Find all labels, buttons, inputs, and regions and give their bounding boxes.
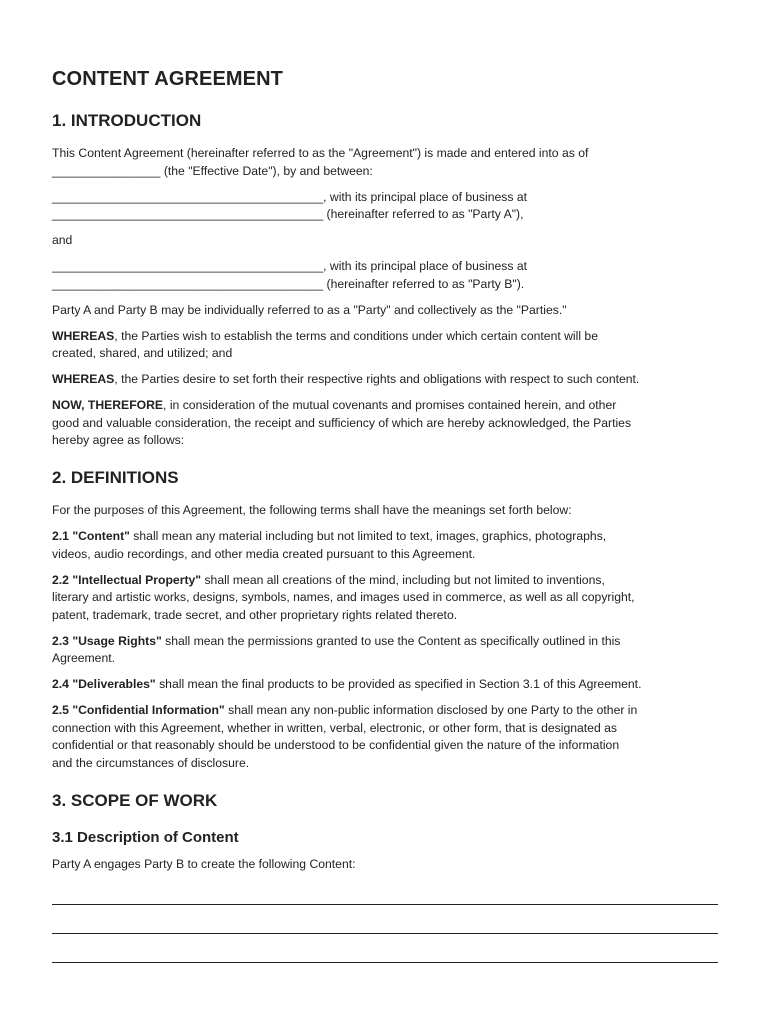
definition-text: connection with this Agreement, whether in written, verbal, electronic, or other form, that is designated as	[52, 720, 617, 735]
now-text-a: , in consideration of the mutual covenants and promises contained herein, and other	[163, 398, 617, 412]
party-b-line-1: ________________________________________, with its principal place of business at	[52, 259, 528, 273]
scope-lead: Party A engages Party B to create the following Content:	[52, 856, 356, 871]
whereas-lead: WHEREAS	[52, 328, 115, 343]
definition-content	[52, 528, 718, 563]
whereas-lead: WHEREAS	[52, 372, 115, 386]
party-a-block	[52, 189, 718, 224]
definition-confidential-information	[52, 702, 718, 772]
whereas-paragraph-2	[52, 371, 718, 389]
definition-usage-rights	[52, 633, 718, 668]
definition-text: shall mean all creations of the mind, including but not limited to inventions,	[201, 572, 605, 587]
definition-term: 2.4 "Deliverables"	[52, 677, 156, 691]
definition-deliverables	[52, 676, 718, 694]
intro-line-1: This Content Agreement (hereinafter referred to as the "Agreement") is made and entered into as of	[52, 146, 589, 160]
now-text-c: hereby agree as follows:	[52, 433, 185, 447]
definition-text: shall mean the final products to be provided as specified in Section 3.1 of this Agreement.	[155, 677, 642, 691]
intro-paragraph	[52, 145, 718, 180]
and-text: and	[52, 233, 73, 247]
definition-text: Agreement.	[52, 651, 116, 665]
definition-intellectual-property	[52, 572, 718, 625]
fill-in-line	[52, 911, 718, 934]
now-text-b: good and valuable consideration, the receipt and sufficiency of which are hereby acknowledged, the Parties	[52, 415, 632, 430]
definition-term: 2.2 "Intellectual Property"	[52, 572, 202, 587]
definitions-lead: For the purposes of this Agreement, the following terms shall have the meanings set forth below:	[52, 503, 572, 517]
fill-in-line	[52, 940, 718, 963]
party-a-line-2: ________________________________________ (hereinafter referred to as "Party A"),	[52, 207, 524, 221]
fill-in-line	[52, 882, 718, 905]
definition-text: videos, audio recordings, and other media created pursuant to this Agreement.	[52, 546, 476, 561]
party-a-line-1: ________________________________________, with its principal place of business at	[52, 189, 528, 204]
definition-text: shall mean any non-public information disclosed by one Party to the other in	[224, 703, 638, 717]
section-heading-scope-of-work: 3. SCOPE OF WORK	[52, 790, 218, 810]
definition-text: literary and artistic works, designs, symbols, names, and images used in commerce, as well as all copyright,	[52, 590, 635, 604]
definition-text: and the circumstances of disclosure.	[52, 755, 250, 770]
definition-term: 2.5 "Confidential Information"	[52, 703, 225, 717]
definition-term: 2.3 "Usage Rights"	[52, 633, 162, 648]
definition-text: confidential or that reasonably should be understood to be confidential given the nature of the information	[52, 738, 620, 752]
parties-paragraph: Party A and Party B may be individually referred to as a "Party" and collectively as the "Parties."	[52, 302, 567, 317]
now-therefore-paragraph	[52, 397, 718, 450]
definition-text: patent, trademark, trade secret, and other proprietary rights related thereto.	[52, 607, 458, 622]
whereas-1-text-a: , the Parties wish to establish the terms and conditions under which certain content will be	[114, 328, 598, 343]
now-therefore-lead: NOW, THEREFORE	[52, 398, 164, 412]
whereas-1-text-b: created, shared, and utilized; and	[52, 346, 233, 360]
definition-text: shall mean the permissions granted to use the Content as specifically outlined in this	[161, 633, 621, 648]
definition-term: 2.1 "Content"	[52, 529, 130, 543]
section-heading-definitions: 2. DEFINITIONS	[52, 468, 179, 487]
section-heading-introduction: 1. INTRODUCTION	[52, 111, 202, 130]
subsection-heading-description: 3.1 Description of Content	[52, 828, 239, 846]
intro-line-2: ________________ (the "Effective Date"), by and between:	[52, 163, 373, 178]
party-b-block	[52, 258, 718, 293]
whereas-paragraph-1	[52, 328, 718, 363]
party-b-line-2: ________________________________________ (hereinafter referred to as "Party B").	[52, 276, 525, 291]
definition-text: shall mean any material including but not limited to text, images, graphics, photographs,	[129, 529, 607, 543]
page-title: CONTENT AGREEMENT	[52, 68, 283, 90]
whereas-2-text: , the Parties desire to set forth their respective rights and obligations with respect to such content.	[114, 372, 640, 386]
